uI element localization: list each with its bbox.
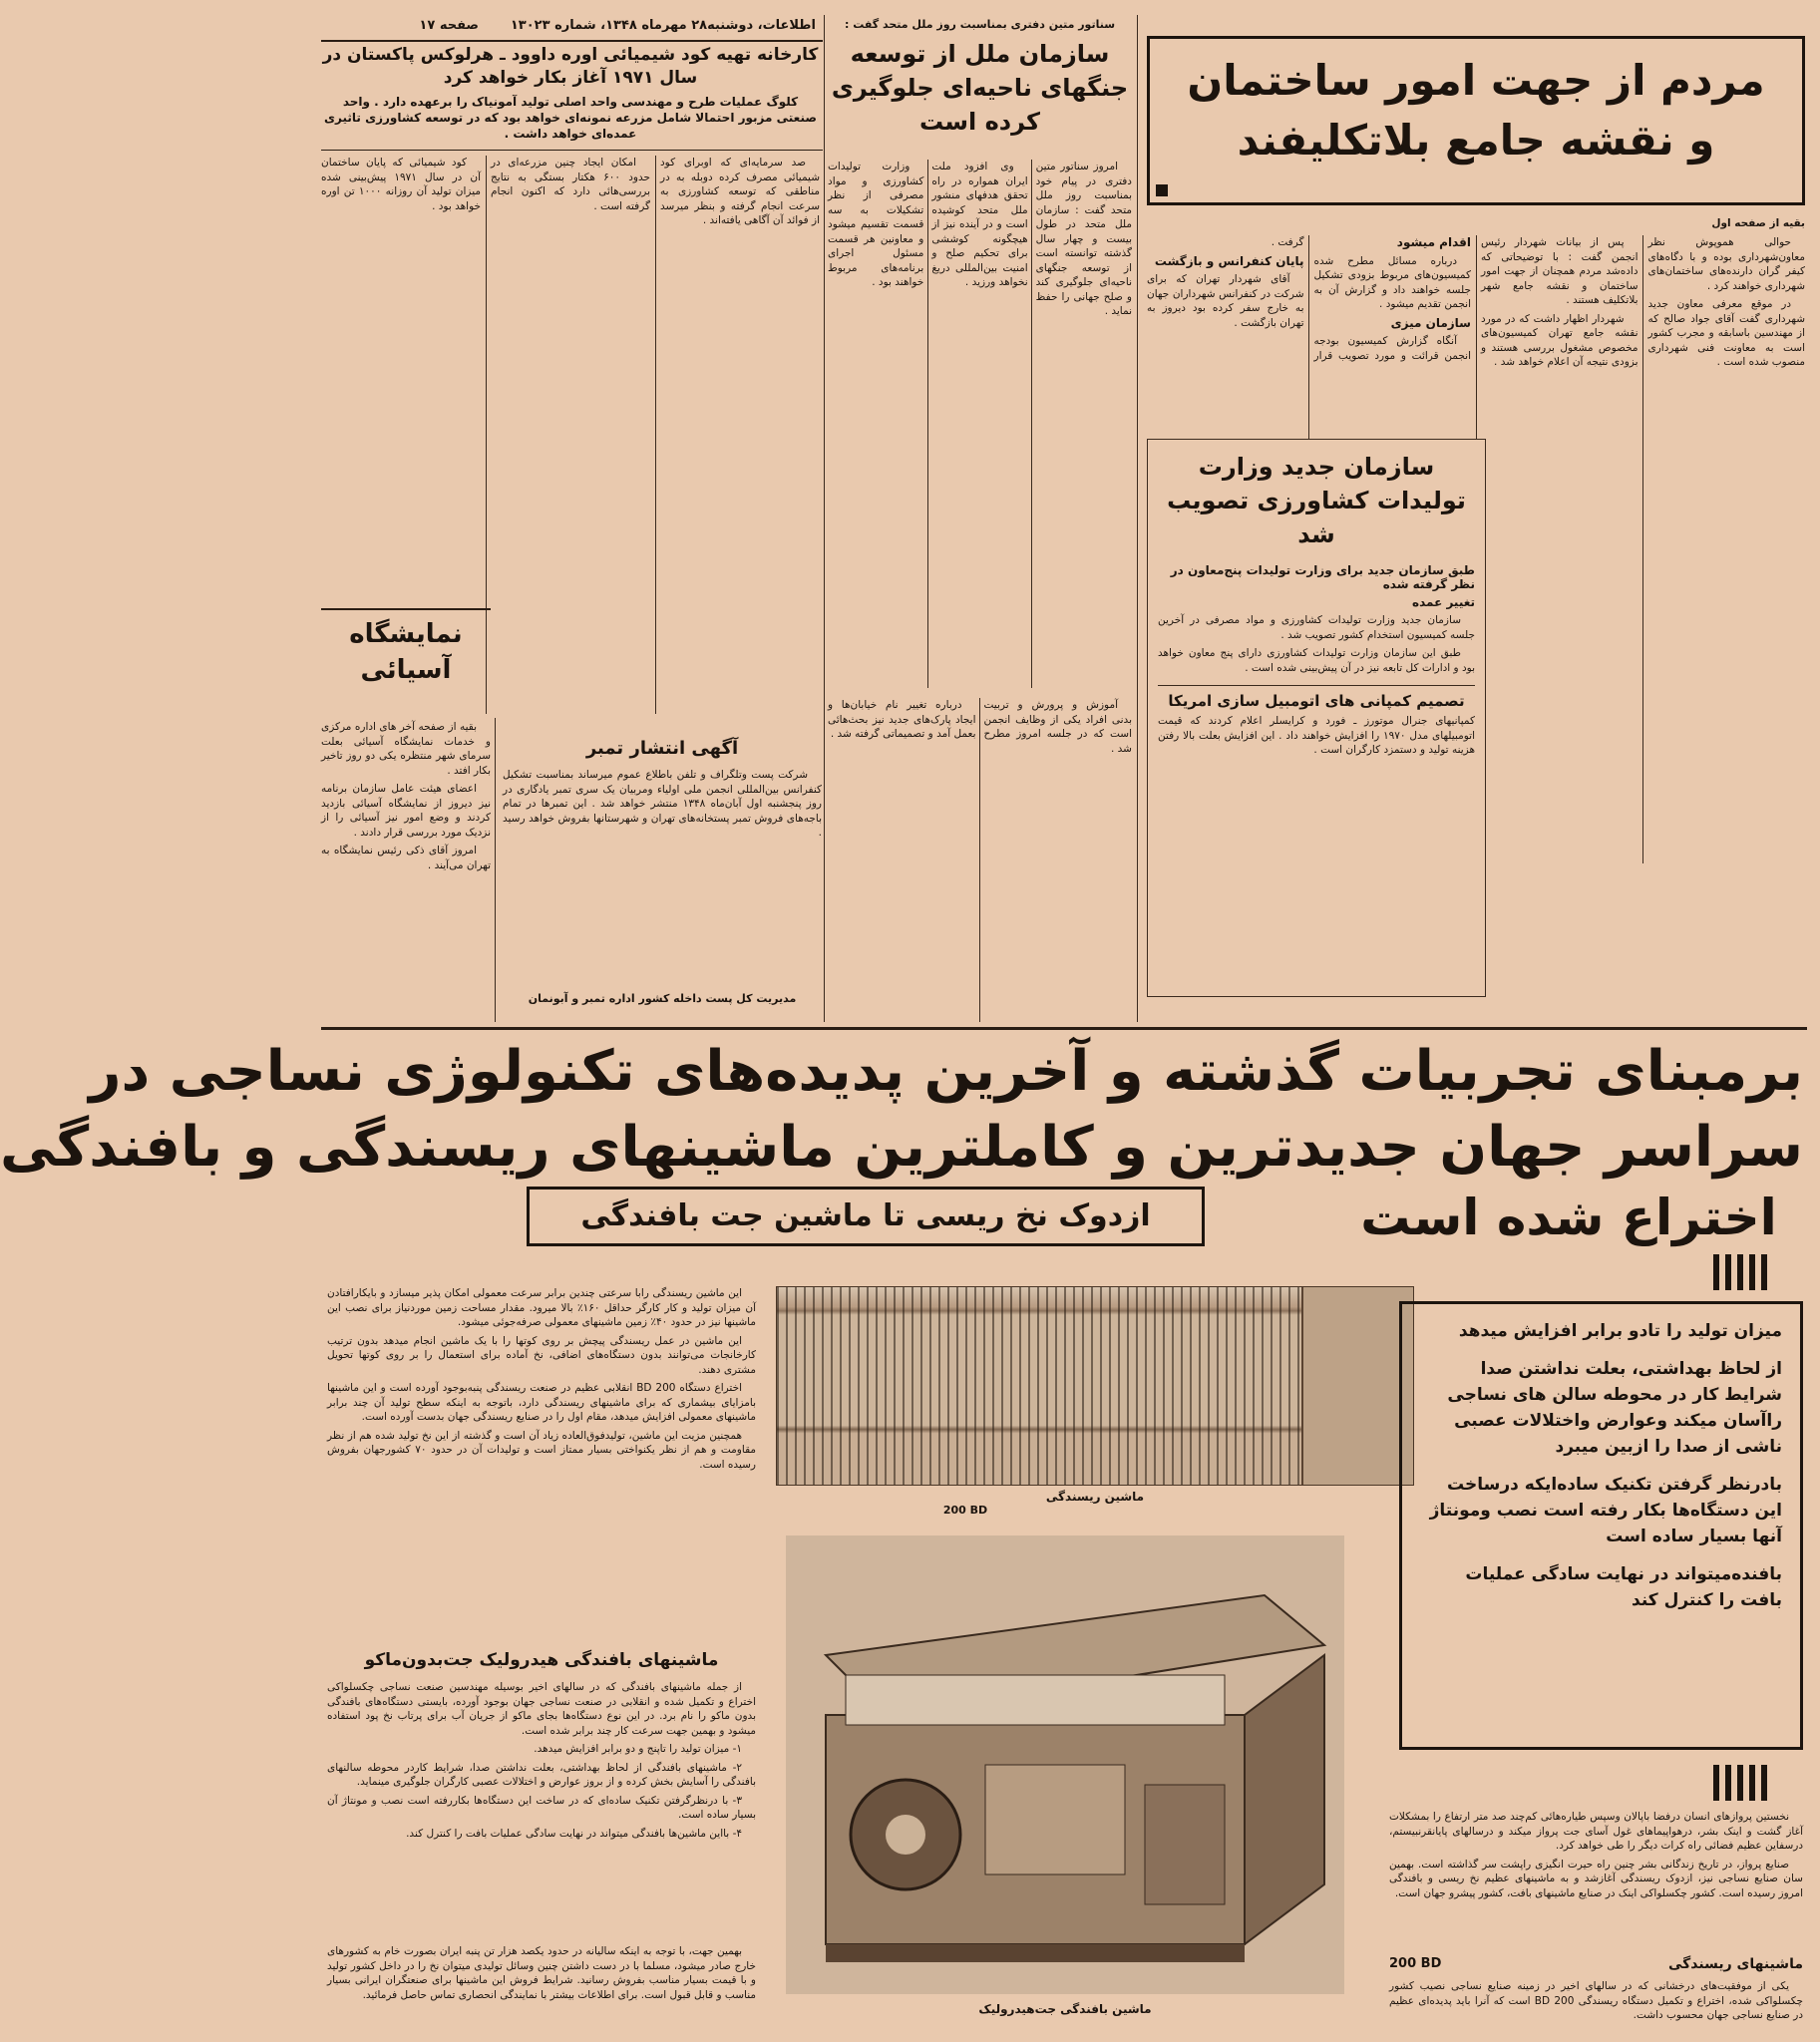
cars-body: کمپانیهای جنرال موتورز ـ فورد و کرایسلر اعلام کردند که قیمت اتومبیلهای مدل ۱۹۷۰ را افزایش خواهند داد . این افزایش بعلت بالا رفتن هزینه تولید و دستمزد کارگران است . — [1158, 715, 1475, 756]
agri-body — [1158, 613, 1475, 675]
ad-right-last — [1389, 1979, 1803, 2039]
ad-top-rule — [321, 1027, 1807, 1030]
un-body-lower — [828, 698, 1132, 1022]
exhibition-paragraph: امروز آقای ذکی رئیس نمایشگاه به تهران می‌آیند . — [321, 845, 491, 871]
un-kicker: سناتور متین دفتری بمناسبت روز ملل متحد گفت : — [844, 18, 1116, 31]
weaving-title: ماشینهای بافندگی هیدرولیک جت‌بدون‌ماکو — [364, 1650, 719, 1670]
weaving-caption: ماشین بافندگی جت‌هیدرولیک — [978, 2002, 1152, 2016]
return-paragraph: آقای شهردار تهران که برای شرکت در کنفرانس شهرداران جهان به خارج سفر کرده بود دیروز به تهران بازگشت . — [1147, 273, 1304, 329]
ad-note-paragraph: بهمین جهت، با توجه به اینکه سالیانه در حدود یکصد هزار تن پنبه ایران بصورت خام به کشورهای خارج صادر میشود، مسلما با در دست داشتن چنین وسائل تولیدی میتوان نخ را در داخل کشور تولید و با قیمت بسیار مناسب بفروش رسانید. شرایط فروش این ماشینها برای صنعتگران ایرانی بسیار مناسب و قابل قبول است. برای اطلاعات بیشتر با نمایندگی انحصاری تماس حاصل فرمائید. — [327, 1945, 756, 2001]
building-headline-box — [1147, 36, 1805, 205]
un-paragraph: درباره تغییر نام خیابان‌ها و ایجاد پارک‌های جدید نیز بحث‌هائی بعمل آمد و تصمیماتی گرفته شد . — [828, 699, 976, 740]
weaving-paragraph: از جمله ماشینهای بافندگی که در سالهای اخیر بوسیله مهندسین صنعت نساجی چکسلواکی اختراع و تکمیل شده و انقلابی در صنعت نساجی جهان بوجود آورده، بایستی دستگاه‌های بافندگی بدون ماکو را نام برد. در این نوع دستگاه‌ها بجای ماکو از جریان آب برای پرتاب نخ پود استفاده میشود و بهمین جهت سرعت کار چند برابر شده است. — [327, 1681, 756, 1737]
stamp-footer: مدیریت کل پست داخله کشور اداره تمبر و آبونمان — [528, 992, 797, 1005]
un-body — [828, 160, 1132, 688]
agri-article — [1147, 439, 1486, 997]
spinning-machine-image — [776, 1286, 1414, 1486]
feature-1: میزان تولید را تادو برابر افزایش میدهد — [1458, 1321, 1782, 1341]
stamp-title: آگهی انتشار تمبر — [585, 738, 739, 759]
ad-headline-1: برمبنای تجربیات گذشته و آخرین پدیده‌های تکنولوژی نساجی در — [89, 1039, 1803, 1104]
ad-paragraph: همچنین مزیت این ماشین، تولیدفوق‌العاده زیاد آن است و گذشته از این نخ تولید شده هم از نظر مقاومت و هم از نظر یکنواختی بسیار ممتاز است و تولیدات آن در حدود ۷۰ کشورجهان بفروش رسیده است. — [327, 1429, 756, 1471]
pakistan-paragraph: صد سرمایه‌ای که اوبرای کود شیمیائی مصرف کرده دوبله به در مناطقی که توسعه کشاورزی به سرعت انجام گرفته و بنظر میرسد از فوائد آن آگاهی یافته‌اند . — [660, 157, 820, 226]
paper-info: اطلاعات، دوشنبه۲۸ مهرماه ۱۳۴۸، شماره ۱۳۰۲۳ — [510, 18, 816, 33]
weaving-machine-image — [786, 1535, 1344, 1994]
pakistan-paragraph: امکان ایجاد چنین مزرعه‌ای در حدود ۶۰۰ هکتار بستگی به نتایج بررسی‌هائی دارد که اکنون انجام گرفته است . — [491, 157, 650, 212]
spinning-model-label: 200 BD — [942, 1504, 988, 1517]
ad-paragraph: این ماشین ریسندگی رابا سرعتی چندین برابر سرعت معمولی امکان پذیر میسازد و بایکارافتادن آن میزان تولید و کار کارگر حداقل ۱۶۰٪ بالا میرود. مقدار مساحت زمین موردنیاز برای نصب این ماشینها نیز در حدود ۴۰٪ زمین ماشینهای معمولی صرفه‌جوئی میشود. — [327, 1287, 756, 1328]
machine-head-unit — [1301, 1287, 1413, 1485]
weaving-paragraph: ۳- با درنظرگرفتن تکنیک ساده‌ای که در ساخت این دستگاه‌ها بکاررفته است نصب و مونتاژ آن بسیار ساده است. — [327, 1794, 756, 1821]
ad-right-paragraph: صنایع پرواز، در تاریخ زندگانی بشر چنین راه حیرت انگیزی راپشت سر گذاشته است. بهمین سان صنایع نساجی نیز، ازدوک ریسندگی آغازشد و به ماشینهای عظیم نخ ریسی و بافندگی امروز رسیده است. کشور چکسلواکی اینک در صنایع ماشینهای بافت، کشور پیشرو جهان است. — [1389, 1858, 1803, 1899]
stripe-marks — [1713, 1254, 1793, 1294]
un-paragraph: امروز سناتور متین دفتری در پیام خود بمناسبت روز ملل متحد گفت : سازمان ملل متحد در طول بیست و چهار سال گذشته توانسته است از توسعه جنگهای ناحیه‌ای جلوگیری کند و صلح جهانی را حفظ نماید . — [1035, 161, 1132, 317]
un-article-header — [828, 18, 1132, 139]
ad-subheadline-box: ازدوک نخ ریسی تا ماشین جت بافندگی — [527, 1187, 1205, 1246]
building-paragraph: در موقع معرفی معاون جدید شهرداری گفت آقای جواد صالح که از مهندسین باسابقه و مجرب کشور است به معاونت فنی شهرداری منصوب شده است . — [1647, 298, 1805, 368]
meeting-bullet: اقدام میشود — [1396, 235, 1471, 249]
ad-paragraph: اختراع دستگاه 200 BD انقلابی عظیم در صنعت ریسندگی پنبه‌بوجود آورده است و این ماشینها بامزایای بیشماری که برای ماشینهای ریسندگی دارد، باتوجه به اینکه سطح تولید آن چند برابر ماشینهای معمولی افزایش میدهد، مقام اول را در صنایع ریسندگی جهان بدست آورده است. — [327, 1382, 756, 1423]
ad-headline-2: سراسر جهان جدیدترین و کاملترین ماشینهای ریسندگی و بافندگی — [0, 1115, 1803, 1180]
exhibition-title: نمایشگاه آسیائی — [349, 619, 463, 685]
building-paragraph: شهردار اظهار داشت که در مورد نقشه جامع تهران کمیسیون‌های مخصوص مشغول بررسی هستند و بزودی نتیجه آن اعلام خواهد شد . — [1481, 312, 1638, 368]
agri-bullet-2: تغییر عمده — [1412, 595, 1475, 609]
ad-bottom-note — [327, 1944, 756, 2036]
pakistan-lead: کلوگ عملیات طرح و مهندسی واحد اصلی تولید آمونیاک را برعهده دارد . واحد صنعتی مزبور احتمالا شامل مزرعه نمونه‌ای خواهد بود که در توسعه کشاورزی تاثیری عمده‌ای خواهد داشت . — [324, 95, 817, 141]
un-paragraph: آموزش و پرورش و تربیت بدنی افراد یکی از وظایف انجمن است که در جلسه امروز مطرح شد . — [983, 699, 1132, 755]
building-title-line1: مردم از جهت امور ساختمان — [1187, 56, 1765, 105]
building-paragraph: پس از بیانات شهردار رئیس انجمن گفت : با توضیحاتی که داده‌شد مردم همچنان از جهت امور ساختمان و نقشه جامع شهر بلاتکلیف هستند . — [1481, 236, 1638, 306]
divider — [1137, 15, 1138, 1022]
agri-bullet-1: طبق سازمان جدید برای وزارت تولیدات پنج‌معاون در نظر گرفته شده — [1170, 563, 1475, 591]
ad-right-text — [1389, 1810, 1803, 1949]
spinning-caption: ماشین ریسندگی — [1045, 1490, 1145, 1504]
building-continued: بقیه از صفحه اول — [1711, 217, 1805, 229]
stamp-body — [503, 768, 822, 987]
stamp-paragraph: شرکت پست وتلگراف و تلفن باطلاع عموم میرساند بمناسبت تشکیل کنفرانس بین‌المللی انجمن ملی اولیاء ومربیان یک سری تمبر یادگاری در روز پنجشنبه اول آبان‌ماه ۱۳۴۸ منتشر خواهد شد . این تمبرها در تمام باجه‌های فروش تمبر پستخانه‌های تهران و شهرستانها بفروش خواهد رسید . — [503, 769, 822, 839]
header-rule — [321, 40, 823, 42]
ad-feature-box — [1399, 1301, 1803, 1750]
pakistan-article-header — [321, 44, 820, 148]
divider — [824, 15, 825, 1022]
weaving-paragraph: ۲- ماشینهای بافندگی از لحاظ بهداشتی، بعلت نداشتن صدا، شرایط کاردر محوطه سالنهای بافندگی را آسایش بخش کرده و از بروز عوارض و اختلالات عصبی کارگران جلوگیری مینماید. — [327, 1761, 756, 1788]
exhibition-heading-box — [321, 608, 491, 718]
divider — [495, 718, 496, 1022]
stripe-marks-2 — [1713, 1765, 1793, 1805]
right-model-label: 200 BD — [1389, 1956, 1442, 1971]
feature-3: بادرنظر گرفتن تکنیک ساده‌ایکه درساخت این دستگاه‌ها بکار رفته است نصب ومونتاژ آنها بسیار ساده است — [1429, 1475, 1782, 1546]
agri-paragraph: طبق این سازمان وزارت تولیدات کشاورزی دارای پنج معاون خواهد بود و ادارات کل تابعه نیز در آن پیش‌بینی شده است . — [1158, 647, 1475, 674]
pakistan-paragraph: کود شیمیائی که پایان ساختمان آن در سال ۱۹۷۱ پیش‌بینی شده میزان تولید آن روزانه ۱۰۰۰ تن اوره خواهد بود . — [321, 157, 481, 212]
ad-paragraph: این ماشین در عمل ریسندگی پیچش بر روی کوتها را با یک ماشین انجام میدهد بدون ترتیب کارخانجات می‌توانند بدون دستگاه‌های اضافی، نخ آماده برای استعمال را بر روی کوتها تحویل مشتری دهند. — [327, 1334, 756, 1376]
weaving-text — [327, 1680, 756, 1939]
ad-right-last-paragraph: یکی از موفقیت‌های درخشانی که در سالهای اخیر در زمینه صنایع نساجی نصیب کشور چکسلواکی شده، اختراع و تکمیل دستگاه ریسندگی 200 BD است که آنرا باید پدیده‌ای عظیم در صنایع نساجی جهان محسوب داشت. — [1389, 1980, 1803, 2021]
cars-title: تصمیم کمپانی های اتومبیل سازی امریکا — [1168, 692, 1465, 710]
feature-2: از لحاظ بهداشتی، بعلت نداشتن صدا شرایط کار در محوطه سالن های نساجی راآسان میکند وعوارض واختلالات عصبی ناشی از صدا را ازبین میبرد — [1447, 1359, 1782, 1457]
weaving-paragraph: ۱- میزان تولید را تاپنج و دو برابر افزایش میدهد. — [534, 1743, 742, 1755]
un-paragraph: وی افزود ملت ایران همواره در راه تحقق هدفهای منشور ملل متحد کوشیده است و در آینده نیز از هیچگونه کوششی برای تحکیم صلح و امنیت بین‌المللی دریغ نخواهد ورزید . — [931, 161, 1028, 288]
corner-marker — [1156, 184, 1168, 196]
divider — [321, 150, 823, 151]
meeting-paragraph: درباره مسائل مطرح شده کمیسیون‌های مربوط بزودی تشکیل جلسه خواهند داد و گزارش آن به انجمن تقدیم میشود . — [1313, 254, 1471, 310]
weaving-machine-drawing — [786, 1535, 1344, 1994]
ad-headline-3: اختراع شده است — [1360, 1189, 1777, 1246]
building-title-line2: و نقشه جامع بلاتکلیفند — [1237, 116, 1715, 165]
page-number: صفحه ۱۷ — [419, 18, 479, 33]
ad-spinning-text — [327, 1286, 756, 1645]
return-heading: پایان کنفرانس و بازگشت — [1154, 253, 1304, 268]
vote-bullet: سازمان میزی — [1390, 315, 1471, 330]
exhibition-paragraph: اعضای هیئت عامل سازمان برنامه نیز دیروز از نمایشگاه آسیائی بازدید کردند و وضع امور نیز آسیائی را از نزدیک مورد بررسی قرار دادند . — [321, 783, 491, 839]
un-title: سازمان ملل از توسعه جنگهای ناحیه‌ای جلوگیری کرده است — [831, 40, 1129, 136]
right-spinning-title: ماشینهای ریسندگی — [1668, 1956, 1803, 1972]
agri-title: سازمان جدید وزارت تولیدات کشاورزی تصویب شد — [1167, 453, 1466, 548]
un-paragraph: وزارت تولیدات کشاورزی و مواد مصرفی از نظر تشکیلات به سه قسمت تقسیم میشود و معاونین هر قسمت مسئول اجرای برنامه‌های مربوط خواهند بود . — [828, 161, 924, 288]
weaving-paragraph: ۴- بااین ماشین‌ها بافندگی میتواند در نهایت سادگی عملیات بافت را کنترل کند. — [406, 1827, 742, 1840]
agri-paragraph: سازمان جدید وزارت تولیدات کشاورزی و مواد مصرفی در آخرین جلسه کمیسیون استخدام کشور تصویب شد . — [1158, 614, 1475, 641]
ad-right-paragraph: نخستین پروازهای انسان درفضا باپالان وسپس طیاره‌هائی کم‌چند صد متر ارتفاع را بمشکلات آغاز گشت و اینک بشر، درهواپیماهای غول آسای جت پرواز میکند و درسالهای پایانقرنبیستم، درسفاین عظیم فضائی راه کرات دیگر را طی خواهد کرد. — [1389, 1811, 1803, 1852]
feature-4: بافنده‌میتواند در نهایت سادگی عملیات بافت را کنترل کند — [1465, 1564, 1782, 1610]
exhibition-paragraph: بقیه از صفحه آخر های اداره مرکزی و خدمات نمایشگاه آسیائی بعلت سرمای شهر منتظره یکی دو روز تاخیر بکار افتد . — [321, 721, 491, 777]
building-paragraph: حوالی هموپوش نظر معاون‌شهرداری بوده و با دگاه‌های کیفر گران دارنده‌های ساختمان‌های شهرداری خواهند کرد . — [1647, 236, 1805, 292]
stamp-notice — [503, 738, 822, 759]
pakistan-title: کارخانه تهیه کود شیمیائی اوره داوود ـ هرلوکس پاکستان در سال ۱۹۷۱ آغاز بکار خواهد کرد — [322, 45, 819, 88]
vote-paragraph: آنگاه گزارش کمیسیون بودجه انجمن قرائت و مورد تصویب قرار گرفت . — [1271, 236, 1471, 362]
exhibition-body — [321, 720, 491, 1019]
